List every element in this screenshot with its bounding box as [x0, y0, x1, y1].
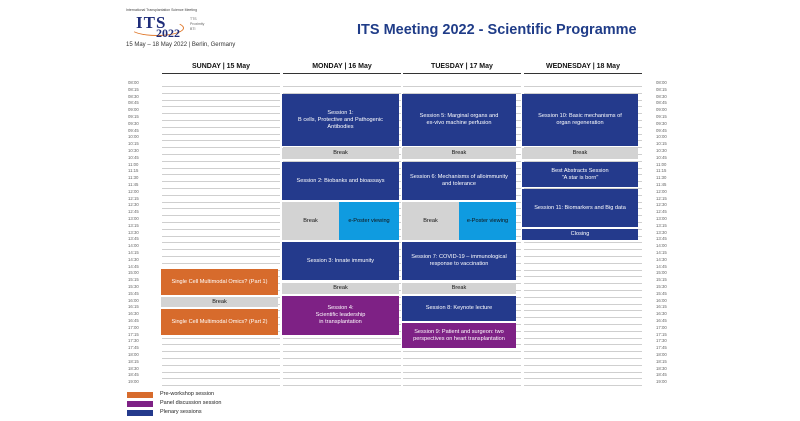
session-6[interactable]: Session 6: Mechanisms of alloimmunity and tolerance [402, 162, 516, 200]
break-wednesday: Break [522, 148, 638, 159]
time-gridline [524, 338, 642, 339]
time-label-left: 15:30 [128, 284, 139, 289]
time-label-right: 12:30 [656, 202, 667, 208]
time-label-right: 09:15 [656, 114, 667, 119]
time-label-left: 16:00 [128, 297, 139, 303]
time-label-left: 14:45 [128, 263, 139, 269]
time-gridline [162, 93, 280, 94]
legend-label-panel: Panel discussion session [160, 400, 222, 406]
time-label-right: 11:45 [656, 182, 667, 187]
time-label-right: 12:00 [656, 188, 667, 194]
time-label-right: 16:30 [656, 311, 667, 317]
time-gridline [283, 86, 401, 87]
logo-partner-1: TTS [190, 17, 197, 21]
time-label-right: 15:45 [656, 290, 667, 296]
day-header-monday: MONDAY | 16 May [312, 63, 372, 70]
time-label-right: 19:00 [656, 379, 667, 385]
time-gridline [524, 344, 642, 345]
day-divider [403, 73, 521, 74]
time-gridline [283, 385, 401, 386]
time-label-right: 18:30 [656, 365, 667, 371]
day-divider [524, 73, 642, 74]
time-label-right: 12:15 [656, 195, 667, 201]
break-sunday: Break [161, 297, 278, 307]
time-label-right: 17:00 [656, 324, 667, 330]
time-label-left: 17:30 [128, 338, 139, 344]
time-label-left: 17:15 [128, 331, 139, 337]
time-label-right: 17:30 [656, 338, 667, 344]
time-label-left: 16:15 [128, 304, 139, 310]
logo-year-text: 2022 [156, 26, 180, 40]
break-tuesday-1: Break [402, 148, 516, 159]
time-gridline [283, 338, 401, 339]
logo-partners [190, 17, 204, 32]
day-header-wednesday: WEDNESDAY | 18 May [546, 63, 620, 70]
time-label-right: 11:00 [656, 161, 667, 167]
time-label-left: 18:45 [128, 372, 139, 378]
session-7[interactable]: Session 7: COVID-19 – immunological response to vaccination [402, 242, 516, 280]
time-gridline [162, 208, 280, 209]
time-label-left: 15:45 [128, 290, 139, 296]
time-gridline [283, 365, 401, 366]
day-header-sunday: SUNDAY | 15 May [192, 63, 250, 70]
break-monday-3: Break [282, 283, 399, 294]
time-label-left: 14:00 [128, 243, 139, 249]
time-label-right: 16:00 [656, 297, 667, 303]
time-gridline [403, 385, 521, 386]
time-label-right: 18:15 [656, 358, 667, 364]
day-divider [162, 73, 280, 74]
time-gridline [162, 385, 280, 386]
time-gridline [524, 242, 642, 243]
session-9[interactable]: Session 9: Patient and surgeon: two perspectives on heart transplantation [402, 323, 516, 348]
time-gridline [162, 106, 280, 107]
time-label-left: 11:45 [128, 182, 139, 187]
session-best-abstracts[interactable]: Best Abstracts Session "A star is born" [522, 162, 638, 187]
time-label-right: 14:00 [656, 243, 667, 249]
time-label-right: 10:45 [656, 154, 667, 160]
time-label-left: 08:00 [128, 80, 139, 85]
time-gridline [162, 256, 280, 257]
time-gridline [162, 195, 280, 196]
time-gridline [524, 86, 642, 87]
time-label-right: 17:45 [656, 345, 667, 351]
time-gridline [524, 378, 642, 379]
time-label-right: 12:45 [656, 209, 667, 215]
time-gridline [162, 174, 280, 175]
time-gridline [524, 263, 642, 264]
time-label-left: 10:30 [128, 148, 139, 153]
logo-partner-3: BTI [190, 27, 196, 31]
time-label-right: 13:30 [656, 229, 667, 235]
break-tuesday-3: Break [402, 283, 516, 294]
time-gridline [162, 140, 280, 141]
time-gridline [403, 86, 521, 87]
session-5[interactable]: Session 5: Marginal organs and ex-vivo machine perfusion [402, 94, 516, 146]
time-label-left: 14:30 [128, 256, 139, 262]
session-closing[interactable]: Closing [522, 229, 638, 240]
break-monday-1: Break [282, 148, 399, 159]
legend-swatch-panel [127, 401, 153, 407]
time-gridline [162, 365, 280, 366]
time-gridline [162, 154, 280, 155]
time-label-left: 13:45 [128, 236, 139, 242]
time-label-right: 10:15 [656, 141, 667, 147]
time-gridline [162, 229, 280, 230]
eposter-viewing-monday[interactable]: e-Poster viewing [339, 202, 399, 240]
time-gridline [162, 215, 280, 216]
time-label-left: 17:00 [128, 324, 139, 330]
time-gridline [403, 358, 521, 359]
time-gridline [403, 372, 521, 373]
time-gridline [524, 310, 642, 311]
time-label-left: 09:45 [128, 127, 139, 133]
time-label-left: 12:45 [128, 209, 139, 215]
day-header-tuesday: TUESDAY | 17 May [431, 63, 493, 70]
time-gridline [162, 358, 280, 359]
time-gridline [162, 113, 280, 114]
session-4[interactable]: Session 4: Scientific leadership in transplantation [282, 296, 399, 335]
time-gridline [162, 378, 280, 379]
time-label-left: 12:15 [128, 195, 139, 201]
time-label-right: 13:15 [656, 222, 667, 228]
time-label-right: 17:15 [656, 331, 667, 337]
time-gridline [403, 351, 521, 352]
time-label-left: 10:15 [128, 141, 139, 147]
time-gridline [283, 351, 401, 352]
time-gridline [162, 249, 280, 250]
time-label-right: 16:45 [656, 318, 667, 323]
logo-tagline: International Transplantation Science Meeting [126, 8, 198, 12]
time-gridline [524, 351, 642, 352]
time-label-right: 10:30 [656, 148, 667, 153]
time-gridline [524, 297, 642, 298]
time-label-right: 09:45 [656, 127, 667, 133]
time-gridline [524, 256, 642, 257]
time-gridline [524, 270, 642, 271]
time-label-right: 11:30 [656, 175, 667, 181]
time-label-left: 13:30 [128, 229, 139, 235]
time-label-left: 13:15 [128, 222, 139, 228]
time-gridline [162, 86, 280, 87]
logo-its-text: ITS [136, 13, 167, 32]
time-label-left: 14:15 [128, 250, 139, 255]
time-label-left: 11:15 [128, 168, 139, 174]
session-2[interactable]: Session 2: Biobanks and bioassays [282, 162, 399, 200]
time-label-right: 09:30 [656, 120, 667, 126]
time-gridline [524, 385, 642, 386]
time-gridline [162, 344, 280, 345]
time-label-left: 16:45 [128, 318, 139, 323]
day-divider [283, 73, 401, 74]
time-label-left: 13:00 [128, 216, 139, 221]
time-gridline [162, 100, 280, 101]
time-label-right: 09:00 [656, 107, 667, 113]
time-gridline [162, 161, 280, 162]
page-title: ITS Meeting 2022 - Scientific Programme [357, 22, 637, 38]
time-gridline [162, 372, 280, 373]
time-gridline [524, 372, 642, 373]
time-label-left: 11:00 [128, 161, 139, 167]
time-label-left: 10:45 [128, 154, 139, 160]
time-label-right: 15:15 [656, 277, 667, 283]
break-tuesday-2: Break [402, 202, 459, 240]
time-gridline [524, 331, 642, 332]
time-label-left: 18:30 [128, 365, 139, 371]
time-gridline [283, 378, 401, 379]
time-gridline [283, 344, 401, 345]
time-label-right: 16:15 [656, 304, 667, 310]
time-gridline [162, 236, 280, 237]
time-gridline [162, 188, 280, 189]
session-10[interactable]: Session 10: Basic mechanisms of organ regeneration [522, 94, 638, 146]
time-gridline [162, 338, 280, 339]
time-gridline [283, 358, 401, 359]
time-label-left: 09:00 [128, 107, 139, 113]
time-gridline [162, 181, 280, 182]
time-label-right: 14:30 [656, 256, 667, 262]
legend-swatch-pre-workshop [127, 392, 153, 398]
time-gridline [524, 249, 642, 250]
session-8[interactable]: Session 8: Keynote lecture [402, 296, 516, 321]
time-label-left: 15:15 [128, 277, 139, 283]
session-3[interactable]: Session 3: Innate immunity [282, 242, 399, 280]
time-label-right: 14:45 [656, 263, 667, 269]
time-label-right: 08:45 [656, 100, 667, 106]
legend-swatch-plenary [127, 410, 153, 416]
time-label-left: 10:00 [128, 134, 139, 140]
time-label-left: 08:15 [128, 86, 139, 92]
session-11[interactable]: Session 11: Biomarkers and Big data [522, 189, 638, 227]
time-gridline [162, 127, 280, 128]
time-label-right: 15:00 [656, 270, 667, 276]
time-gridline [524, 276, 642, 277]
time-label-right: 08:30 [656, 93, 667, 99]
time-gridline [162, 242, 280, 243]
time-gridline [162, 351, 280, 352]
time-gridline [162, 202, 280, 203]
time-label-right: 14:15 [656, 250, 667, 255]
time-label-right: 18:45 [656, 372, 667, 378]
eposter-viewing-tuesday[interactable]: e-Poster viewing [459, 202, 516, 240]
legend-label-plenary: Plenary sessions [160, 409, 202, 415]
time-gridline [524, 283, 642, 284]
time-gridline [524, 358, 642, 359]
time-label-right: 13:00 [656, 216, 667, 221]
time-label-left: 17:45 [128, 345, 139, 351]
time-gridline [403, 378, 521, 379]
session-1[interactable]: Session 1: B cells, Protective and Pathogenic Antibodies [282, 94, 399, 146]
session-sunday-workshop-part2[interactable]: Single Cell Multimodal Omics? (Part 2) [161, 309, 278, 335]
time-gridline [524, 324, 642, 325]
time-gridline [524, 317, 642, 318]
time-label-left: 15:00 [128, 270, 139, 276]
time-label-left: 12:00 [128, 188, 139, 194]
time-gridline [524, 290, 642, 291]
time-gridline [283, 372, 401, 373]
time-label-left: 09:15 [128, 114, 139, 119]
time-label-right: 11:15 [656, 168, 667, 174]
time-label-right: 10:00 [656, 134, 667, 140]
time-gridline [162, 263, 280, 264]
time-gridline [524, 365, 642, 366]
time-label-right: 15:30 [656, 284, 667, 289]
time-label-left: 08:30 [128, 93, 139, 99]
meeting-date: 15 May – 18 May 2022 | Berlin, Germany [126, 42, 236, 48]
time-gridline [403, 365, 521, 366]
time-label-left: 19:00 [128, 379, 139, 385]
time-label-right: 13:45 [656, 236, 667, 242]
time-label-left: 18:00 [128, 352, 139, 357]
session-sunday-workshop-part1[interactable]: Single Cell Multimodal Omics? (Part 1) [161, 269, 278, 295]
time-label-left: 16:30 [128, 311, 139, 317]
time-label-left: 09:30 [128, 120, 139, 126]
time-gridline [162, 222, 280, 223]
break-monday-2: Break [282, 202, 339, 240]
legend-label-pre-workshop: Pre-workshop session [160, 391, 215, 397]
logo-partner-2: Proximity [190, 22, 205, 26]
time-gridline [162, 134, 280, 135]
time-gridline [162, 147, 280, 148]
time-label-left: 12:30 [128, 202, 139, 208]
time-gridline [524, 304, 642, 305]
time-label-right: 08:00 [656, 80, 667, 85]
time-gridline [162, 168, 280, 169]
time-label-left: 11:30 [128, 175, 139, 181]
time-label-left: 18:15 [128, 358, 139, 364]
time-label-left: 08:45 [128, 100, 139, 106]
time-label-right: 18:00 [656, 352, 667, 357]
time-label-right: 08:15 [656, 86, 667, 92]
time-gridline [162, 120, 280, 121]
